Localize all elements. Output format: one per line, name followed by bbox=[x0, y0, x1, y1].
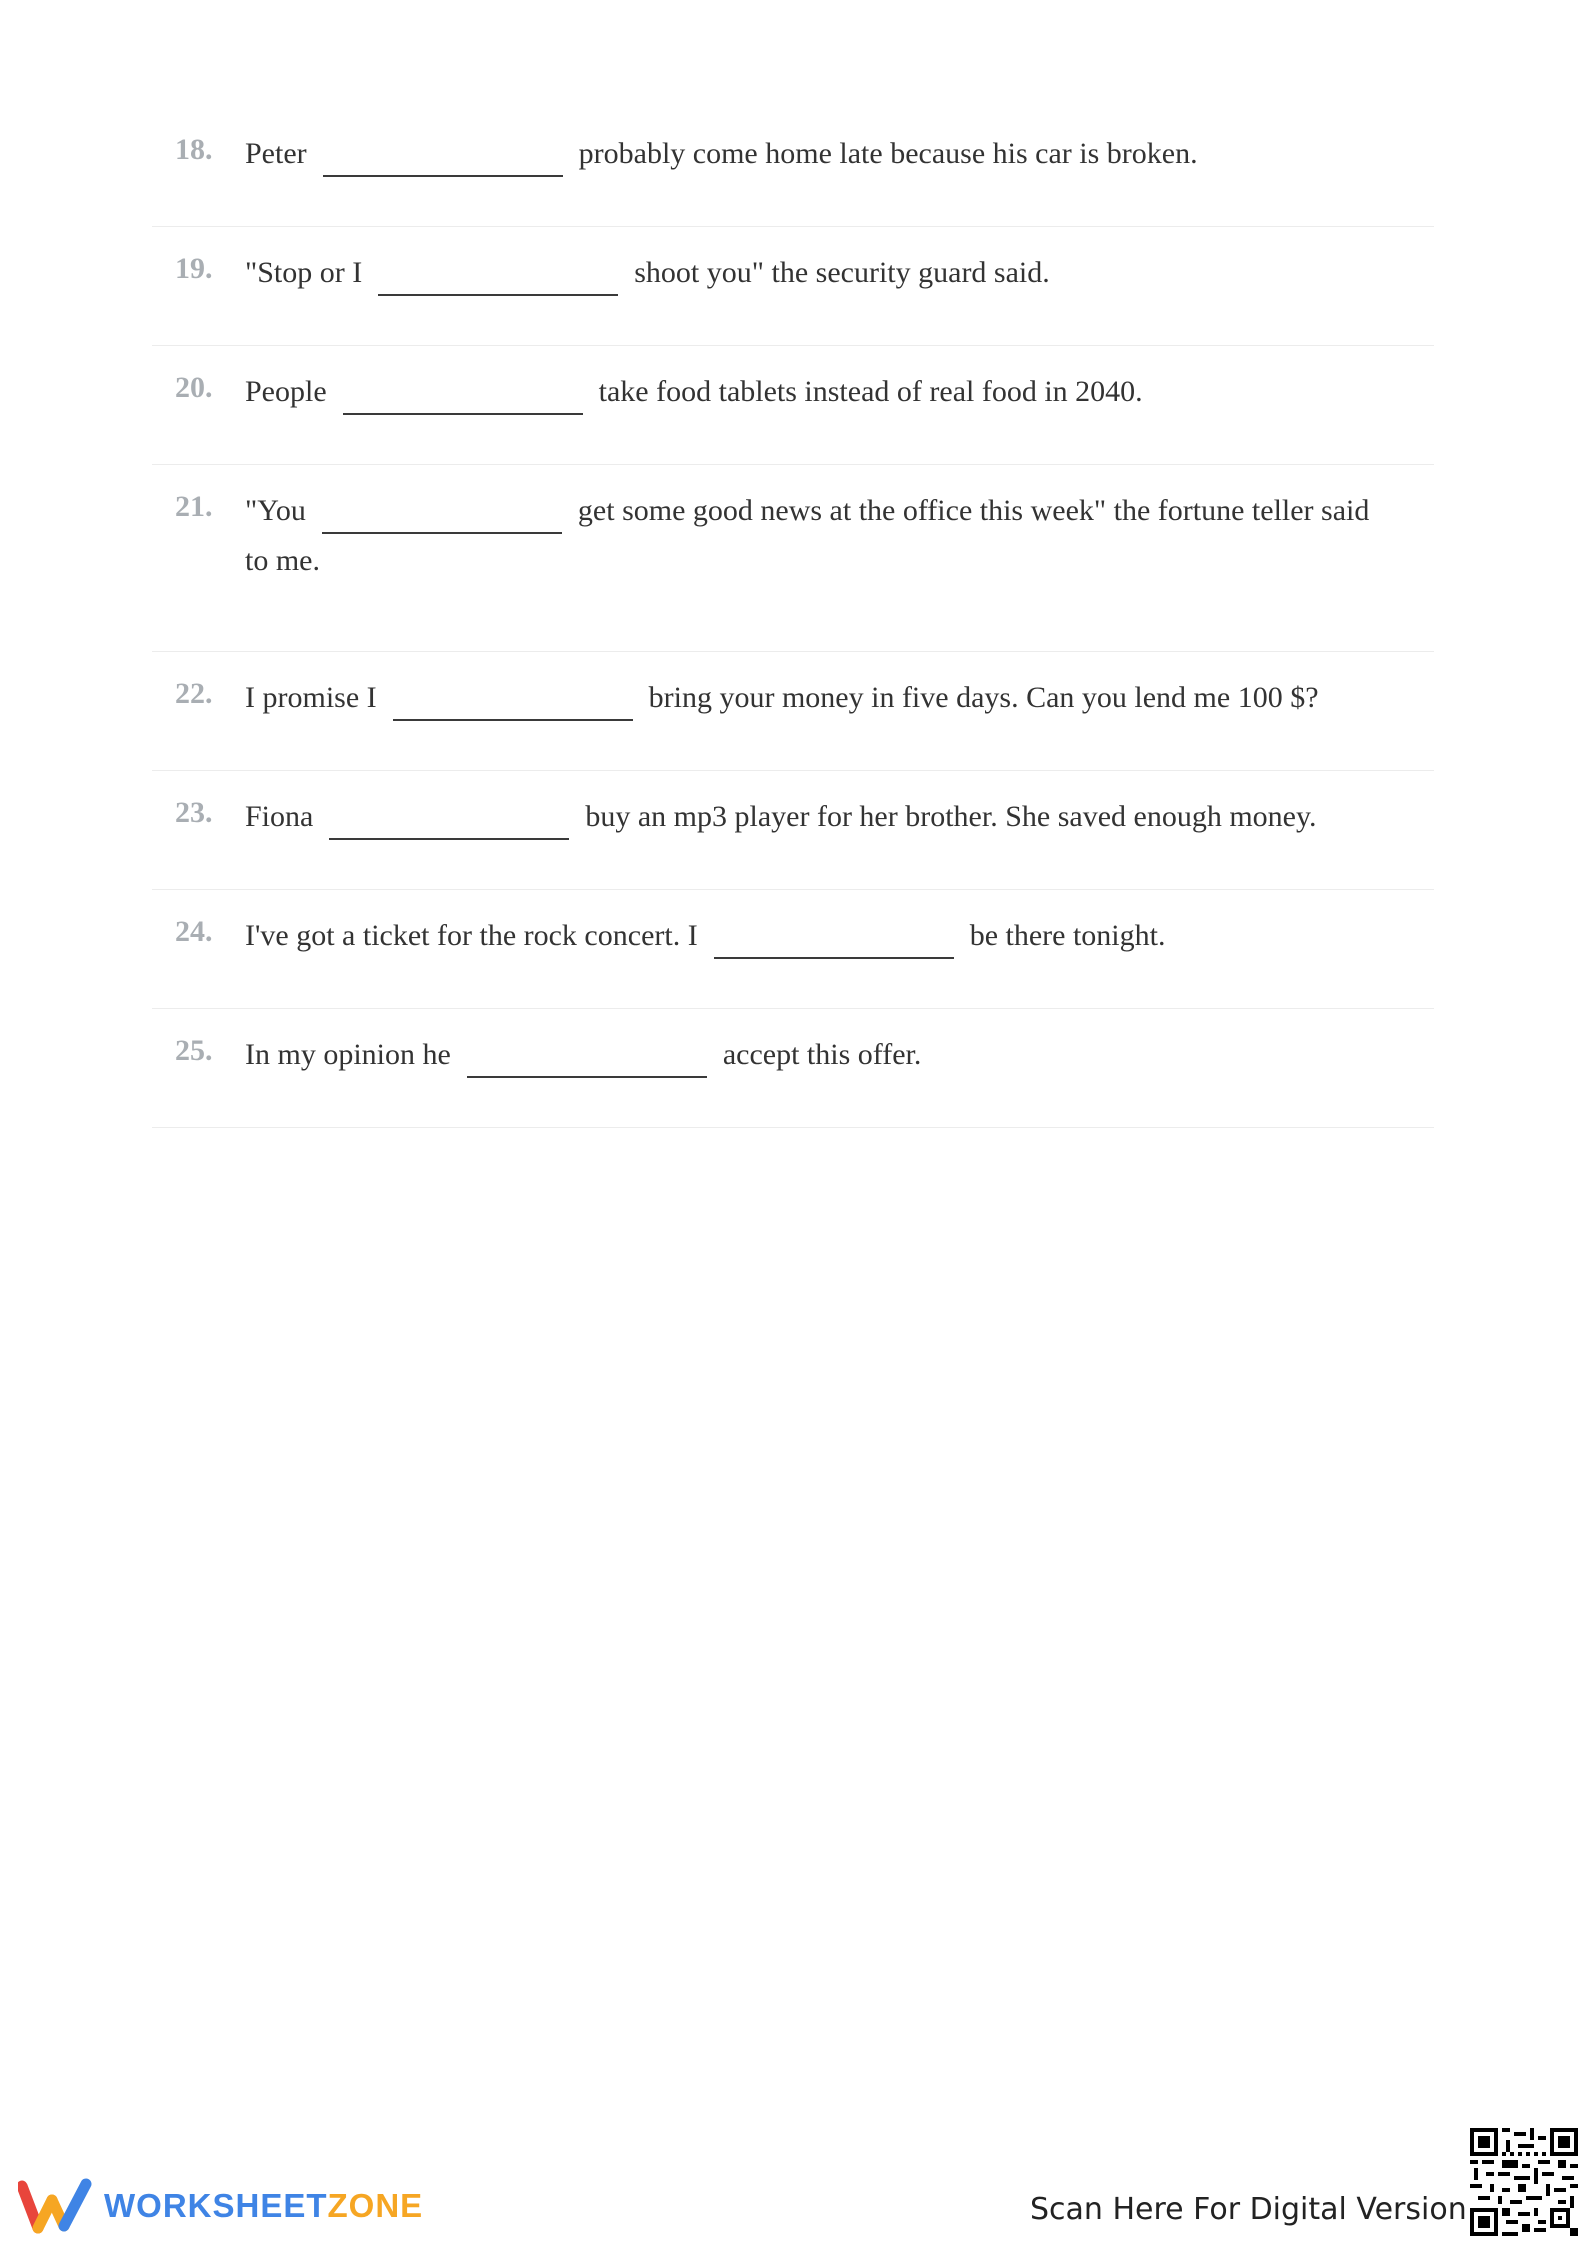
question-text-after: bring your money in five days. Can you lend me 100 $? bbox=[648, 681, 1319, 714]
question-19 bbox=[152, 227, 1434, 346]
answer-blank[interactable] bbox=[467, 1046, 707, 1078]
question-text bbox=[245, 367, 1374, 417]
question-text-before: "Stop or I bbox=[245, 256, 363, 289]
question-25 bbox=[152, 1009, 1434, 1128]
question-number: 21. bbox=[175, 490, 213, 523]
worksheetzone-logo-icon bbox=[18, 2178, 92, 2234]
scan-prompt: Scan Here For Digital Version bbox=[1030, 2192, 1467, 2227]
answer-blank[interactable] bbox=[323, 145, 563, 177]
question-number: 24. bbox=[175, 915, 213, 948]
qr-code-icon[interactable] bbox=[1470, 2128, 1578, 2236]
answer-blank[interactable] bbox=[329, 808, 569, 840]
question-text bbox=[245, 673, 1374, 723]
logo-wordmark-worksheet: WORKSHEET bbox=[104, 2187, 328, 2224]
question-text bbox=[245, 486, 1377, 586]
question-number: 20. bbox=[175, 371, 213, 404]
question-text-before: Fiona bbox=[245, 800, 314, 833]
question-20 bbox=[152, 346, 1434, 465]
question-text-after: shoot you" the security guard said. bbox=[634, 256, 1050, 289]
question-text-after: accept this offer. bbox=[722, 1038, 922, 1071]
question-text bbox=[245, 911, 1374, 961]
question-text-after: take food tablets instead of real food in 2040. bbox=[598, 375, 1143, 408]
question-number: 25. bbox=[175, 1034, 213, 1067]
question-text-before: In my opinion he bbox=[245, 1038, 451, 1071]
question-text-after: be there tonight. bbox=[969, 919, 1166, 952]
question-22 bbox=[152, 652, 1434, 771]
question-21 bbox=[152, 465, 1434, 652]
question-23 bbox=[152, 771, 1434, 890]
question-text-before: I promise I bbox=[245, 681, 377, 714]
question-text bbox=[245, 248, 1374, 298]
question-text-before: I've got a ticket for the rock concert. I bbox=[245, 919, 698, 952]
answer-blank[interactable] bbox=[343, 383, 583, 415]
question-text-after: probably come home late because his car is broken. bbox=[578, 137, 1198, 170]
question-24 bbox=[152, 890, 1434, 1009]
question-list bbox=[152, 108, 1434, 1128]
question-text-before: People bbox=[245, 375, 327, 408]
question-text bbox=[245, 1030, 1374, 1080]
answer-blank[interactable] bbox=[393, 689, 633, 721]
answer-blank[interactable] bbox=[322, 502, 562, 534]
question-text-after: get some good news at the office this week" the fortune teller said to me. bbox=[245, 494, 1377, 577]
question-number: 19. bbox=[175, 252, 213, 285]
question-text-before: Peter bbox=[245, 137, 307, 170]
question-text-before: "You bbox=[245, 494, 306, 527]
logo-wordmark-zone: ZONE bbox=[327, 2187, 424, 2224]
logo-wordmark bbox=[104, 2187, 423, 2225]
question-text bbox=[245, 792, 1374, 842]
question-number: 23. bbox=[175, 796, 213, 829]
answer-blank[interactable] bbox=[378, 264, 618, 296]
question-text bbox=[245, 129, 1374, 179]
question-18 bbox=[152, 108, 1434, 227]
worksheetzone-logo[interactable] bbox=[18, 2178, 423, 2234]
answer-blank[interactable] bbox=[714, 927, 954, 959]
question-number: 22. bbox=[175, 677, 213, 710]
question-number: 18. bbox=[175, 133, 213, 166]
question-text-after: buy an mp3 player for her brother. She saved enough money. bbox=[585, 800, 1317, 833]
